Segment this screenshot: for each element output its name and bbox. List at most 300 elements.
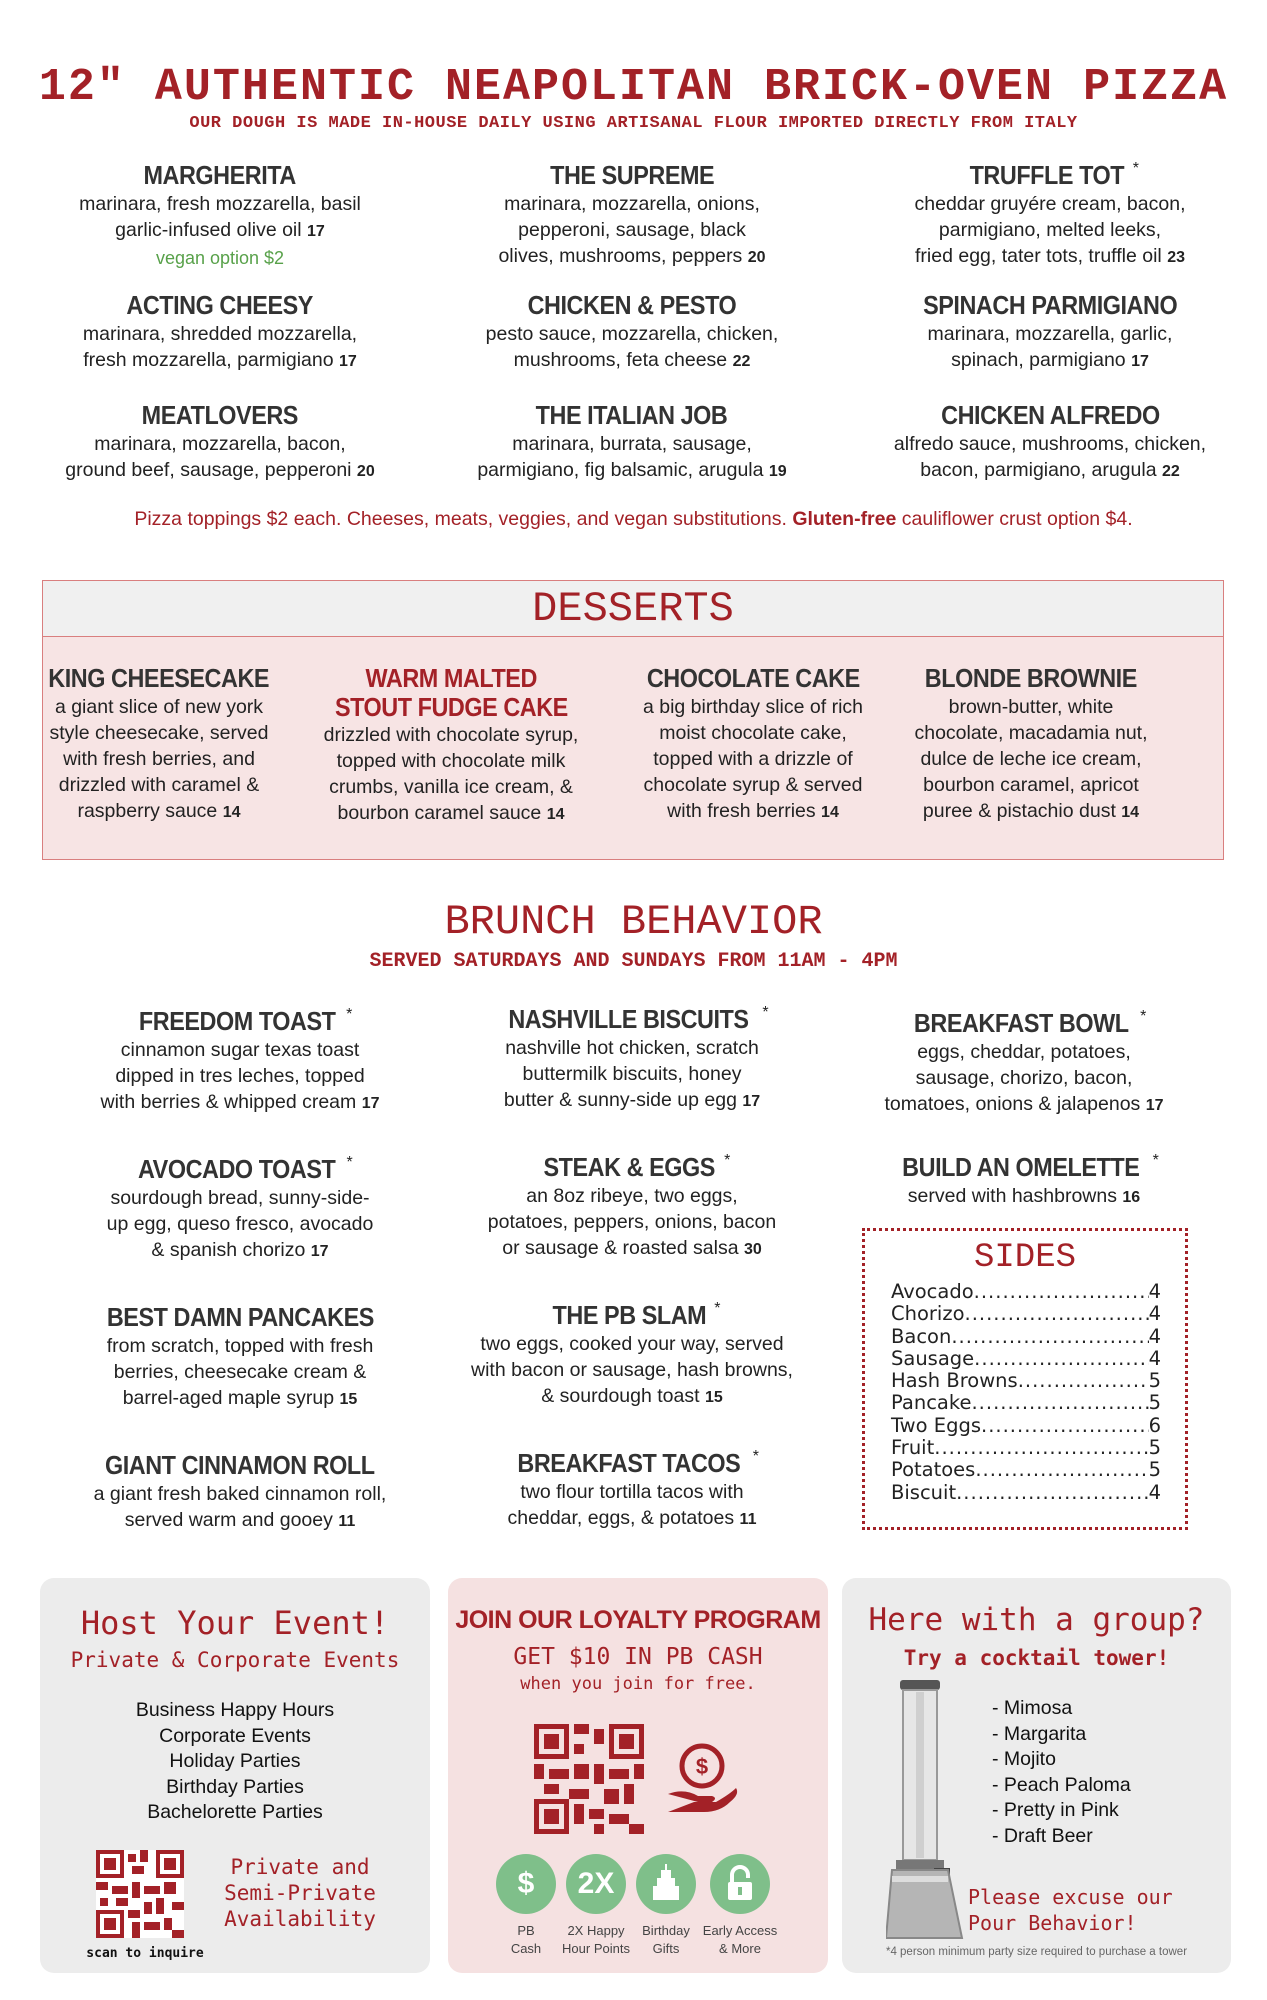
pizza-item xyxy=(10,290,430,375)
pizza-item-description xyxy=(10,347,430,375)
side-item xyxy=(891,1392,1161,1414)
vegan-option: vegan option $2 xyxy=(155,248,285,268)
brunch-item-description xyxy=(30,1063,450,1089)
brunch-item-description xyxy=(814,1065,1234,1091)
dessert-item xyxy=(301,664,601,828)
description-line: sourdough bread, sunny-side- xyxy=(110,1187,370,1209)
excuse-line: Pour Behavior! xyxy=(968,1911,1137,1935)
description-line: & sourdough toast xyxy=(541,1385,700,1407)
description-line: brown-butter, white xyxy=(948,696,1114,718)
pizza-item xyxy=(422,400,842,485)
pizza-item-price: 23 xyxy=(1167,249,1185,266)
dessert-item-price: 14 xyxy=(222,804,241,821)
pizza-item-name-row xyxy=(422,160,842,191)
brunch-item-name: GIANT CINNAMON ROLL xyxy=(105,1450,375,1480)
pizza-item-description xyxy=(422,243,842,271)
brunch-item-name-row xyxy=(422,1152,842,1183)
dessert-name-row xyxy=(301,664,601,693)
description-line: marinara, fresh mozzarella, basil xyxy=(79,193,361,215)
description-line: style cheesecake, served xyxy=(49,722,269,744)
event-type-list xyxy=(40,1698,430,1826)
dessert-item-description xyxy=(603,746,903,772)
event-type: Bachelorette Parties xyxy=(147,1801,323,1823)
description-line: an 8oz ribeye, two eggs, xyxy=(526,1185,738,1207)
brunch-item-name: BREAKFAST TACOS xyxy=(517,1448,741,1478)
dot-leader xyxy=(974,1348,1148,1370)
pizza-item-description xyxy=(10,431,430,457)
perk-lock-icon xyxy=(710,1854,770,1914)
perk-label-line: Cash xyxy=(510,1941,542,1956)
dessert-item-name: KING CHEESECAKE xyxy=(48,663,270,693)
pizza-item-price: 22 xyxy=(732,353,751,370)
description-line: puree & pistachio dust xyxy=(922,800,1116,822)
loyalty-cash-offer: GET $10 IN PB CASH xyxy=(513,1644,763,1670)
description-line: buttermilk biscuits, honey xyxy=(522,1063,742,1085)
perk-label-line: Gifts xyxy=(652,1941,680,1956)
brunch-item xyxy=(30,1450,450,1535)
dessert-item-price: 14 xyxy=(821,804,839,821)
event-type: Corporate Events xyxy=(159,1724,311,1747)
description-line: topped with a drizzle of xyxy=(653,748,853,770)
description-line: a giant slice of new york xyxy=(54,696,264,718)
dessert-name-row xyxy=(881,663,1181,694)
brunch-item-description xyxy=(422,1331,842,1357)
dot-leader xyxy=(975,1459,1148,1481)
brunch-item-description xyxy=(814,1183,1234,1211)
cocktail-item: - Mimosa xyxy=(992,1697,1073,1719)
side-item-price: 4 xyxy=(1148,1346,1161,1370)
brunch-item-name: STEAK & EGGS xyxy=(543,1152,715,1182)
side-item-name: Two Eggs xyxy=(891,1413,981,1437)
dot-leader xyxy=(951,1326,1148,1348)
side-item-price: 4 xyxy=(1148,1302,1161,1326)
host-event-panel xyxy=(40,1578,430,1973)
brunch-item-name: AVOCADO TOAST xyxy=(138,1154,336,1184)
event-qr-code[interactable] xyxy=(96,1850,184,1938)
brunch-item-description xyxy=(30,1333,450,1359)
pizza-item-name: THE ITALIAN JOB xyxy=(536,400,728,430)
availability-text xyxy=(200,1854,400,1932)
pizza-item-description xyxy=(422,321,842,347)
cocktail-item: - Pretty in Pink xyxy=(992,1799,1119,1821)
pizza-item-name: CHICKEN ALFREDO xyxy=(940,400,1160,430)
brunch-item xyxy=(422,1300,842,1411)
side-item-name: Potatoes xyxy=(891,1458,976,1482)
pizza-item-name: SPINACH PARMIGIANO xyxy=(922,290,1178,320)
pizza-item-price: 20 xyxy=(356,463,375,480)
description-line: nashville hot chicken, scratch xyxy=(505,1037,759,1059)
description-line: two eggs, cooked your way, served xyxy=(480,1333,784,1355)
brunch-item-description xyxy=(30,1185,450,1211)
brunch-item-description xyxy=(422,1183,842,1209)
dessert-item-description xyxy=(881,798,1181,826)
pizza-item-description xyxy=(840,217,1260,243)
description-line: alfredo sauce, mushrooms, chicken, xyxy=(893,433,1207,455)
pizza-item-name-row xyxy=(10,160,430,191)
pizza-item xyxy=(10,160,430,271)
description-line: up egg, queso fresco, avocado xyxy=(106,1213,374,1235)
description-line: drizzled with caramel & xyxy=(58,774,260,796)
dessert-item-price: 14 xyxy=(1121,804,1140,821)
perk-label-line: & More xyxy=(719,1941,761,1956)
description-line: potatoes, peppers, onions, bacon xyxy=(487,1211,777,1233)
brunch-item-price: 30 xyxy=(743,1241,762,1258)
perk-double-points-icon xyxy=(566,1854,626,1914)
money-hand-icon xyxy=(664,1738,740,1818)
brunch-item-name-row xyxy=(30,1450,450,1481)
brunch-item-name-row xyxy=(422,1448,842,1479)
pizza-item-description xyxy=(10,321,430,347)
pizza-item-name-row xyxy=(10,290,430,321)
description-line: olives, mushrooms, peppers xyxy=(498,245,743,267)
pizza-item-description xyxy=(840,321,1260,347)
side-item-name: Avocado xyxy=(891,1280,974,1303)
description-line: parmigiano, fig balsamic, arugula xyxy=(477,459,764,481)
brunch-item-name-row xyxy=(30,1006,450,1037)
description-line: served warm and gooey xyxy=(124,1509,333,1531)
brunch-item-price: 11 xyxy=(338,1513,356,1530)
pizza-item xyxy=(840,400,1260,485)
brunch-item-description xyxy=(814,1039,1234,1065)
group-subtitle: Try a cocktail tower! xyxy=(903,1646,1170,1670)
pizza-item-price: 17 xyxy=(1131,353,1149,370)
side-item xyxy=(891,1459,1161,1481)
host-event-title: Host Your Event! xyxy=(80,1604,390,1642)
description-line: marinara, mozzarella, garlic, xyxy=(927,323,1173,345)
pizza-item-name-row xyxy=(422,290,842,321)
side-item xyxy=(891,1303,1161,1325)
pizza-item-description xyxy=(422,457,842,485)
brunch-item-price: 17 xyxy=(361,1095,380,1112)
brunch-item-description xyxy=(30,1507,450,1535)
pizza-item-description xyxy=(840,243,1260,271)
brunch-item-description xyxy=(30,1385,450,1413)
side-item-name: Pancake xyxy=(891,1391,972,1415)
asterisk-marker: * xyxy=(1152,1152,1159,1169)
asterisk-marker: * xyxy=(1140,1008,1147,1025)
side-item xyxy=(891,1281,1161,1303)
pizza-toppings-note xyxy=(0,508,1267,531)
dessert-item-description xyxy=(9,694,309,720)
pizza-item-description xyxy=(422,431,842,457)
brunch-item-price: 16 xyxy=(1122,1189,1141,1206)
loyalty-join-text: when you join for free. xyxy=(520,1674,756,1694)
brunch-item-price: 15 xyxy=(704,1389,723,1406)
brunch-item-description xyxy=(30,1359,450,1385)
brunch-item-description xyxy=(422,1505,842,1533)
side-item-name: Chorizo xyxy=(891,1302,965,1326)
brunch-item-price: 17 xyxy=(1145,1097,1164,1114)
tower-minimum-note: *4 person minimum party size required to purchase a tower xyxy=(885,1946,1188,1958)
asterisk-marker: * xyxy=(1132,160,1139,177)
brunch-item-description xyxy=(422,1479,842,1505)
dessert-item-description xyxy=(881,720,1181,746)
asterisk-marker: * xyxy=(752,1448,759,1465)
pizza-item-description xyxy=(422,347,842,375)
side-item xyxy=(891,1437,1161,1459)
pizza-item-price: 17 xyxy=(338,353,357,370)
pizza-item-price: 22 xyxy=(1161,463,1180,480)
group-title: Here with a group? xyxy=(868,1602,1205,1638)
brunch-item-name-row xyxy=(30,1302,450,1333)
pizza-item-description xyxy=(840,431,1260,457)
pizza-item-name-row xyxy=(422,400,842,431)
brunch-item-price: 17 xyxy=(742,1093,761,1110)
host-event-subtitle: Private & Corporate Events xyxy=(70,1648,400,1672)
pizza-item-price: 19 xyxy=(768,463,787,480)
dot-leader xyxy=(965,1303,1149,1325)
cocktail-item: - Peach Paloma xyxy=(992,1773,1131,1796)
svg-text:$: $ xyxy=(695,1754,709,1779)
sides-box xyxy=(862,1228,1188,1530)
desserts-header xyxy=(43,581,1223,637)
pizza-item-description xyxy=(10,457,430,485)
pizza-item-name: MARGHERITA xyxy=(143,160,297,190)
side-item-name: Hash Browns xyxy=(891,1369,1018,1393)
pizza-item-name: THE SUPREME xyxy=(549,160,715,190)
pizza-section-title: 12" AUTHENTIC NEAPOLITAN BRICK-OVEN PIZZA xyxy=(38,62,1229,113)
description-line: cheddar gruyére cream, bacon, xyxy=(914,193,1186,215)
description-line: topped with chocolate milk xyxy=(336,750,566,772)
dessert-item-name: CHOCOLATE CAKE xyxy=(646,663,860,693)
description-line: garlic-infused olive oil xyxy=(115,219,302,241)
side-item xyxy=(891,1348,1161,1370)
scan-to-inquire-label: scan to inquire xyxy=(86,1946,204,1961)
description-line: bourbon caramel, apricot xyxy=(923,774,1139,796)
description-line: a big birthday slice of rich xyxy=(642,696,864,718)
dessert-item-description xyxy=(9,798,309,826)
brunch-item-description xyxy=(30,1211,450,1237)
event-type: Holiday Parties xyxy=(169,1750,301,1772)
description-line: fried egg, tater tots, truffle oil xyxy=(915,245,1162,267)
description-line: & spanish chorizo xyxy=(151,1239,306,1261)
dessert-name-row xyxy=(603,663,903,694)
side-item-price: 5 xyxy=(1148,1369,1161,1393)
brunch-item-description xyxy=(422,1209,842,1235)
description-line: pepperoni, sausage, black xyxy=(518,219,746,241)
perk-label-line: PB xyxy=(517,1923,535,1938)
event-type: Business Happy Hours xyxy=(135,1699,335,1721)
brunch-item-description xyxy=(422,1235,842,1263)
pizza-item xyxy=(422,290,842,375)
dessert-item-description xyxy=(301,800,601,828)
perk-label-line: Birthday xyxy=(642,1923,690,1938)
pizza-item-name-row xyxy=(10,400,430,431)
perk-label-line: 2X Happy xyxy=(567,1923,625,1938)
perk-label-line: Hour Points xyxy=(562,1941,630,1956)
description-line: a giant fresh baked cinnamon roll, xyxy=(93,1483,387,1505)
side-item xyxy=(891,1482,1161,1504)
brunch-item-name-row xyxy=(422,1004,842,1035)
cocktail-item: - Mojito xyxy=(992,1748,1056,1770)
loyalty-qr-code[interactable] xyxy=(534,1724,644,1834)
pizza-item xyxy=(840,160,1260,271)
dessert-item-description xyxy=(301,748,601,774)
pizza-item-description xyxy=(840,191,1260,217)
crust-option-text: cauliflower crust option $4. xyxy=(896,508,1133,530)
pizza-item-description xyxy=(422,217,842,243)
description-line: butter & sunny-side up egg xyxy=(503,1089,737,1111)
perk-label xyxy=(695,1922,785,1958)
dessert-item-name: WARM MALTED xyxy=(365,663,537,693)
side-item xyxy=(891,1370,1161,1392)
description-line: with bacon or sausage, hash browns, xyxy=(471,1359,793,1381)
dessert-item-description xyxy=(603,798,903,826)
brunch-item xyxy=(422,1448,842,1533)
brunch-item-name-row xyxy=(814,1008,1234,1039)
brunch-item-price: 17 xyxy=(310,1243,329,1260)
description-line: marinara, shredded mozzarella, xyxy=(82,323,358,345)
description-line: marinara, mozzarella, onions, xyxy=(504,193,760,215)
brunch-item-description xyxy=(422,1383,842,1411)
brunch-item-description xyxy=(422,1061,842,1087)
brunch-section-title: BRUNCH BEHAVIOR xyxy=(444,898,823,946)
pizza-item-name: ACTING CHEESY xyxy=(126,290,314,320)
brunch-item-name: BUILD AN OMELETTE xyxy=(902,1152,1140,1182)
event-type: Birthday Parties xyxy=(166,1775,304,1798)
desserts-section xyxy=(42,580,1224,860)
pour-behavior-text xyxy=(968,1884,1198,1936)
dessert-item xyxy=(603,663,903,826)
loyalty-title: JOIN OUR LOYALTY PROGRAM xyxy=(455,1606,821,1634)
dot-leader xyxy=(971,1392,1148,1414)
brunch-item-price: 11 xyxy=(739,1511,757,1528)
description-line: cheddar, eggs, & potatoes xyxy=(507,1507,735,1529)
pizza-item-description xyxy=(840,457,1260,485)
description-line: marinara, mozzarella, bacon, xyxy=(94,433,346,455)
availability-line: Availability xyxy=(224,1907,376,1931)
dessert-item-description xyxy=(9,720,309,746)
description-line: bacon, parmigiano, arugula xyxy=(920,459,1157,481)
cocktail-item: - Margarita xyxy=(992,1722,1087,1745)
perk-icon-glyph: 2X xyxy=(577,1867,615,1900)
pizza-item xyxy=(10,400,430,485)
side-item-name: Bacon xyxy=(891,1324,952,1348)
pizza-item-description xyxy=(422,191,842,217)
description-line: eggs, cheddar, potatoes, xyxy=(917,1041,1131,1063)
side-item-price: 5 xyxy=(1148,1436,1161,1460)
brunch-item xyxy=(30,1302,450,1413)
gluten-free-label: Gluten-free xyxy=(792,508,897,530)
brunch-item xyxy=(814,1008,1234,1119)
side-item-name: Biscuit xyxy=(891,1480,957,1504)
availability-line: Semi-Private xyxy=(224,1881,376,1905)
side-item-name: Sausage xyxy=(891,1346,975,1370)
pizza-item-price: 20 xyxy=(747,249,766,266)
side-item-price: 5 xyxy=(1148,1391,1161,1415)
description-line: chocolate, macadamia nut, xyxy=(914,722,1148,744)
pizza-item-name: TRUFFLE TOT xyxy=(969,160,1125,190)
pizza-item-name-row xyxy=(840,160,1260,191)
description-line: barrel-aged maple syrup xyxy=(122,1387,335,1409)
qr-code-icon xyxy=(534,1724,644,1834)
dessert-item-description xyxy=(603,772,903,798)
description-line: cinnamon sugar texas toast xyxy=(120,1039,360,1061)
description-line: sausage, chorizo, bacon, xyxy=(915,1067,1133,1089)
dot-leader xyxy=(1018,1370,1149,1392)
dessert-item-price: 14 xyxy=(546,806,565,823)
dessert-item-description xyxy=(301,722,601,748)
pizza-item xyxy=(840,290,1260,375)
pizza-item-name: MEATLOVERS xyxy=(141,400,299,430)
dessert-item-description xyxy=(9,746,309,772)
side-item xyxy=(891,1326,1161,1348)
brunch-item-description xyxy=(814,1091,1234,1119)
brunch-item-description xyxy=(422,1357,842,1383)
asterisk-marker: * xyxy=(714,1300,721,1317)
dessert-name-row xyxy=(9,663,309,694)
description-line: drizzled with chocolate syrup, xyxy=(323,724,579,746)
brunch-item-description xyxy=(422,1087,842,1115)
description-line: mushrooms, feta cheese xyxy=(513,349,728,371)
side-item xyxy=(891,1415,1161,1437)
toppings-text: Pizza toppings $2 each. Cheeses, meats, veggies, and vegan substitutions. xyxy=(134,508,793,530)
description-line: spinach, parmigiano xyxy=(951,349,1126,371)
dessert-item-description xyxy=(881,772,1181,798)
side-item-price: 4 xyxy=(1148,1280,1161,1303)
brunch-item-description xyxy=(30,1037,450,1063)
description-line: raspberry sauce xyxy=(77,800,218,822)
brunch-item-description xyxy=(30,1237,450,1265)
description-line: bourbon caramel sauce xyxy=(337,802,542,824)
dessert-item-description xyxy=(881,694,1181,720)
brunch-item xyxy=(422,1004,842,1115)
sides-list xyxy=(891,1281,1161,1504)
dot-leader xyxy=(981,1415,1149,1437)
description-line: dipped in tres leches, topped xyxy=(115,1065,365,1087)
brunch-item-description xyxy=(422,1035,842,1061)
brunch-item-name: BEST DAMN PANCAKES xyxy=(106,1302,374,1332)
dessert-item-description xyxy=(301,774,601,800)
description-line: moist chocolate cake, xyxy=(659,722,847,744)
brunch-item-price: 15 xyxy=(339,1391,358,1408)
dot-leader xyxy=(974,1281,1149,1303)
brunch-item xyxy=(30,1154,450,1265)
side-item-price: 4 xyxy=(1148,1324,1161,1348)
description-line: with berries & whipped cream xyxy=(100,1091,357,1113)
brunch-item-name: THE PB SLAM xyxy=(552,1300,706,1330)
dot-leader xyxy=(956,1482,1148,1504)
asterisk-marker: * xyxy=(762,1004,769,1021)
side-item-price: 4 xyxy=(1148,1480,1161,1504)
brunch-item-name: NASHVILLE BISCUITS xyxy=(508,1004,749,1034)
brunch-item xyxy=(814,1152,1234,1211)
desserts-title: DESSERTS xyxy=(532,585,734,633)
availability-line: Private and xyxy=(230,1855,370,1879)
excuse-line: Please excuse our xyxy=(968,1885,1173,1909)
group-panel xyxy=(842,1578,1231,1973)
loyalty-panel xyxy=(448,1578,828,1973)
sides-title: SIDES xyxy=(973,1239,1077,1277)
brunch-section-subtitle: SERVED SATURDAYS AND SUNDAYS FROM 11AM - 4PM xyxy=(369,950,898,973)
dessert-item-description xyxy=(603,720,903,746)
brunch-item-description xyxy=(30,1089,450,1117)
description-line: two flour tortilla tacos with xyxy=(520,1481,744,1503)
dessert-item-description xyxy=(881,746,1181,772)
dessert-name-row xyxy=(301,693,601,722)
brunch-item-name-row xyxy=(30,1154,450,1185)
description-line: from scratch, topped with fresh xyxy=(106,1335,374,1357)
brunch-item-name: BREAKFAST BOWL xyxy=(913,1008,1129,1038)
description-line: crumbs, vanilla ice cream, & xyxy=(329,776,573,798)
asterisk-marker: * xyxy=(346,1006,353,1023)
dot-leader xyxy=(934,1437,1148,1459)
pizza-section-subtitle: OUR DOUGH IS MADE IN-HOUSE DAILY USING ARTISANAL FLOUR IMPORTED DIRECTLY FROM ITALY xyxy=(189,114,1078,133)
cocktail-list xyxy=(992,1696,1131,1849)
dessert-item-description xyxy=(603,694,903,720)
dessert-item xyxy=(9,663,309,826)
qr-code-icon xyxy=(96,1850,184,1938)
